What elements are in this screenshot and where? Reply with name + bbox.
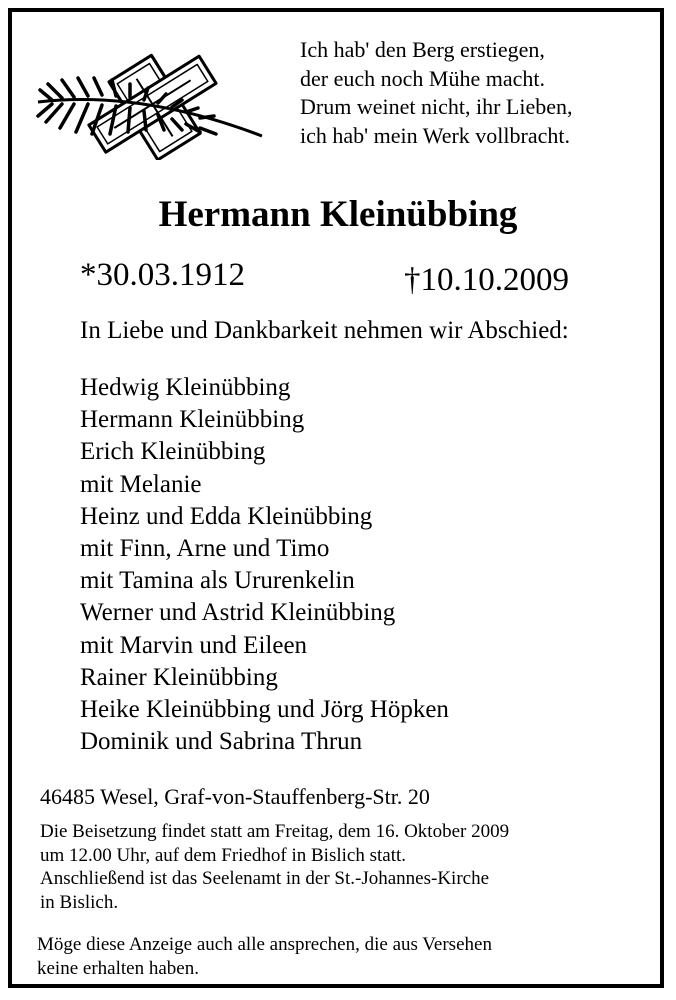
funeral-info <box>40 820 509 914</box>
mourner: Erich Kleinübbing <box>80 438 266 466</box>
note-line: Möge diese Anzeige auch alle ansprechen, die aus Versehen <box>37 934 492 955</box>
note-line: keine erhalten haben. <box>37 957 199 979</box>
mourner: mit Tamina als Ururenkelin <box>80 567 355 595</box>
poem-line: Drum weinet nicht, ihr Lieben, <box>300 94 573 119</box>
farewell-line: In Liebe und Dankbarkeit nehmen wir Abschied: <box>80 317 569 344</box>
mourner: Heike Kleinübbing und Jörg Höpken <box>80 696 449 724</box>
death-date: †10.10.2009 <box>404 262 569 298</box>
funeral-line: in Bislich. <box>40 891 119 913</box>
poem-line: ich hab' mein Werk vollbracht. <box>300 122 570 148</box>
poem-line: der euch noch Mühe macht. <box>300 65 545 91</box>
mourner: Dominik und Sabrina Thrun <box>80 728 363 756</box>
family-address: 46485 Wesel, Graf-von-Stauffenberg-Str. 20 <box>40 784 430 809</box>
mourner: Hedwig Kleinübbing <box>80 374 291 401</box>
memorial-poem <box>300 36 572 150</box>
mourner: Hermann Kleinübbing <box>80 406 305 434</box>
mourner: mit Melanie <box>80 470 202 498</box>
mourner: Heinz und Edda Kleinübbing <box>80 502 373 530</box>
deceased-name: Hermann Kleinübbing <box>158 194 518 235</box>
birth-date: *30.03.1912 <box>80 257 245 293</box>
mourners-list <box>80 372 449 758</box>
poem-line: Ich hab' den Berg erstiegen, <box>300 37 545 62</box>
mourner: Werner und Astrid Kleinübbing <box>80 599 396 627</box>
cross-palm-icon <box>32 40 268 160</box>
funeral-line: Die Beisetzung findet statt am Freitag, dem 16. Oktober 2009 <box>40 821 510 842</box>
closing-note <box>37 933 492 980</box>
mourner: Rainer Kleinübbing <box>80 663 278 691</box>
funeral-line: um 12.00 Uhr, auf dem Friedhof in Bislich statt. <box>40 844 407 866</box>
funeral-line: Anschließend ist das Seelenamt in der St.-Johannes-Kirche <box>40 868 490 889</box>
mourner: mit Finn, Arne und Timo <box>80 535 330 563</box>
mourner: mit Marvin und Eileen <box>80 631 308 659</box>
